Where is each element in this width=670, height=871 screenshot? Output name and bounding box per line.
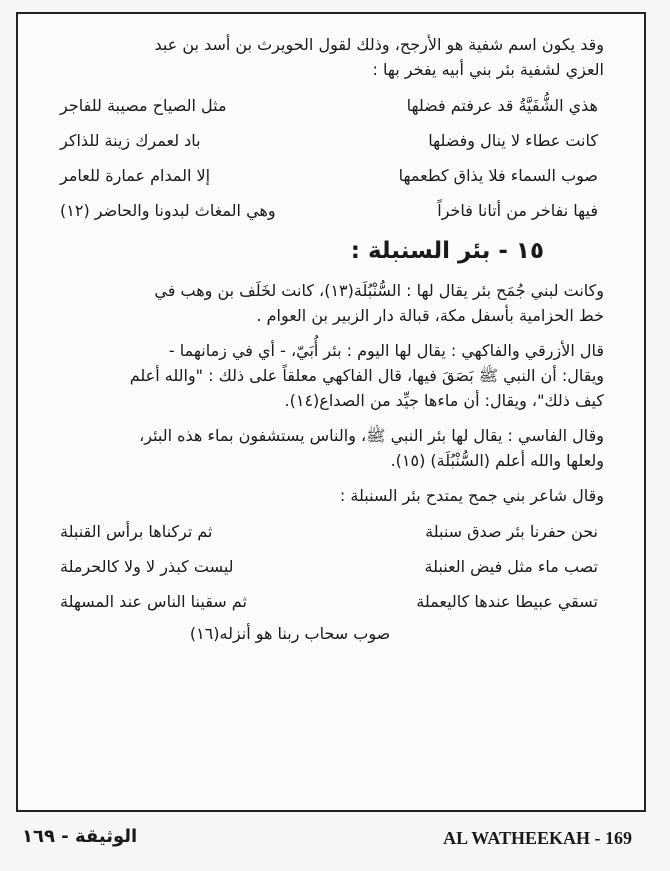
intro-line-2: العزي لشفية بئر بني أبيه يفخر بها : bbox=[372, 60, 604, 79]
footer-arabic-page-label: الوثيقة - ١٦٩ bbox=[22, 826, 138, 847]
body-p1-line-2: خط الحزامية بأسفل مكة، قبالة دار الزبير بن العوام . bbox=[256, 306, 604, 325]
poem-1-verse bbox=[56, 123, 604, 158]
body-p3-line-1: وقال الفاسي : يقال لها بئر النبي ﷺ، والناس يستشفون بماء هذه البئر، bbox=[139, 426, 604, 445]
verse-first-hemistich: هذي الشُّفَيَّةُ قد عرفتم فضلها bbox=[406, 96, 598, 115]
section-heading: ١٥ - بئر السنبلة : bbox=[350, 238, 544, 264]
intro-line-1: وقد يكون اسم شفية هو الأرجح، وذلك لقول الحويرث بن أسد بن عبد bbox=[154, 35, 604, 54]
poem-2-verse bbox=[56, 584, 604, 619]
poem-2-verse bbox=[56, 549, 604, 584]
body-p2-line-3: كيف ذلك"، ويقال: أن ماءها جيِّد من الصداع(١٤). bbox=[284, 391, 604, 410]
footer-english-page-label: AL WATHEEKAH - 169 bbox=[443, 828, 632, 848]
body-p2-line-2: ويقال: أن النبي ﷺ بَصَقَ فيها، قال الفاكهي معلقاً على ذلك : "والله أعلم bbox=[129, 366, 604, 385]
verse-first-hemistich: تصب ماء مثل فيض العنبلة bbox=[424, 557, 598, 576]
poem-1-verse bbox=[56, 193, 604, 228]
body-p4-line-1: وقال شاعر بني جمح يمتدح بئر السنبلة : bbox=[339, 486, 604, 505]
poem-1-verse bbox=[56, 88, 604, 123]
poem-2-verse bbox=[56, 514, 604, 549]
final-verse: صوب سحاب ربنا هو أنزله(١٦) bbox=[189, 624, 391, 643]
body-p2-line-1: قال الأزرقي والفاكهي : يقال لها اليوم : بئر أُبَيّ، - أي في زمانهما - bbox=[168, 341, 604, 360]
verse-second-hemistich: إلا المدام عمارة للعامر bbox=[60, 166, 211, 185]
poem-1 bbox=[56, 88, 604, 228]
verse-second-hemistich: وهي المغاث لبدونا والحاضر (١٢) bbox=[60, 201, 276, 220]
body-p3-line-2: ولعلها والله أعلم (السُّنْبُلَة) (١٥). bbox=[390, 451, 604, 470]
verse-second-hemistich: ثم تركناها برأس القنبلة bbox=[60, 522, 213, 541]
verse-second-hemistich: باد لعمرك زينة للذاكر bbox=[60, 131, 201, 150]
verse-first-hemistich: فيها نفاخر من أتانا فاخراً bbox=[437, 201, 598, 220]
verse-second-hemistich: ليست كبذر لا ولا كالحرملة bbox=[60, 557, 234, 576]
poem-1-verse bbox=[56, 158, 604, 193]
verse-first-hemistich: نحن حفرنا بئر صدق سنبلة bbox=[425, 522, 598, 541]
page-content bbox=[56, 32, 604, 649]
verse-second-hemistich: ثم سقينا الناس عند المسهلة bbox=[60, 592, 247, 611]
verse-second-hemistich: مثل الصياح مصيبة للفاجر bbox=[60, 96, 227, 115]
verse-first-hemistich: تسقي عبيطا عندها كاليعملة bbox=[416, 592, 598, 611]
page-frame bbox=[16, 12, 646, 812]
body-p1-line-1: وكانت لبني جُمَح بئر يقال لها : السُّنْبُلَة(١٣)، كانت لخَلَف بن وهب في bbox=[154, 281, 604, 300]
verse-first-hemistich: كانت عطاء لا ينال وفضلها bbox=[428, 131, 598, 150]
verse-first-hemistich: صوب السماء فلا يذاق كطعمها bbox=[398, 166, 598, 185]
poem-2 bbox=[56, 514, 604, 619]
